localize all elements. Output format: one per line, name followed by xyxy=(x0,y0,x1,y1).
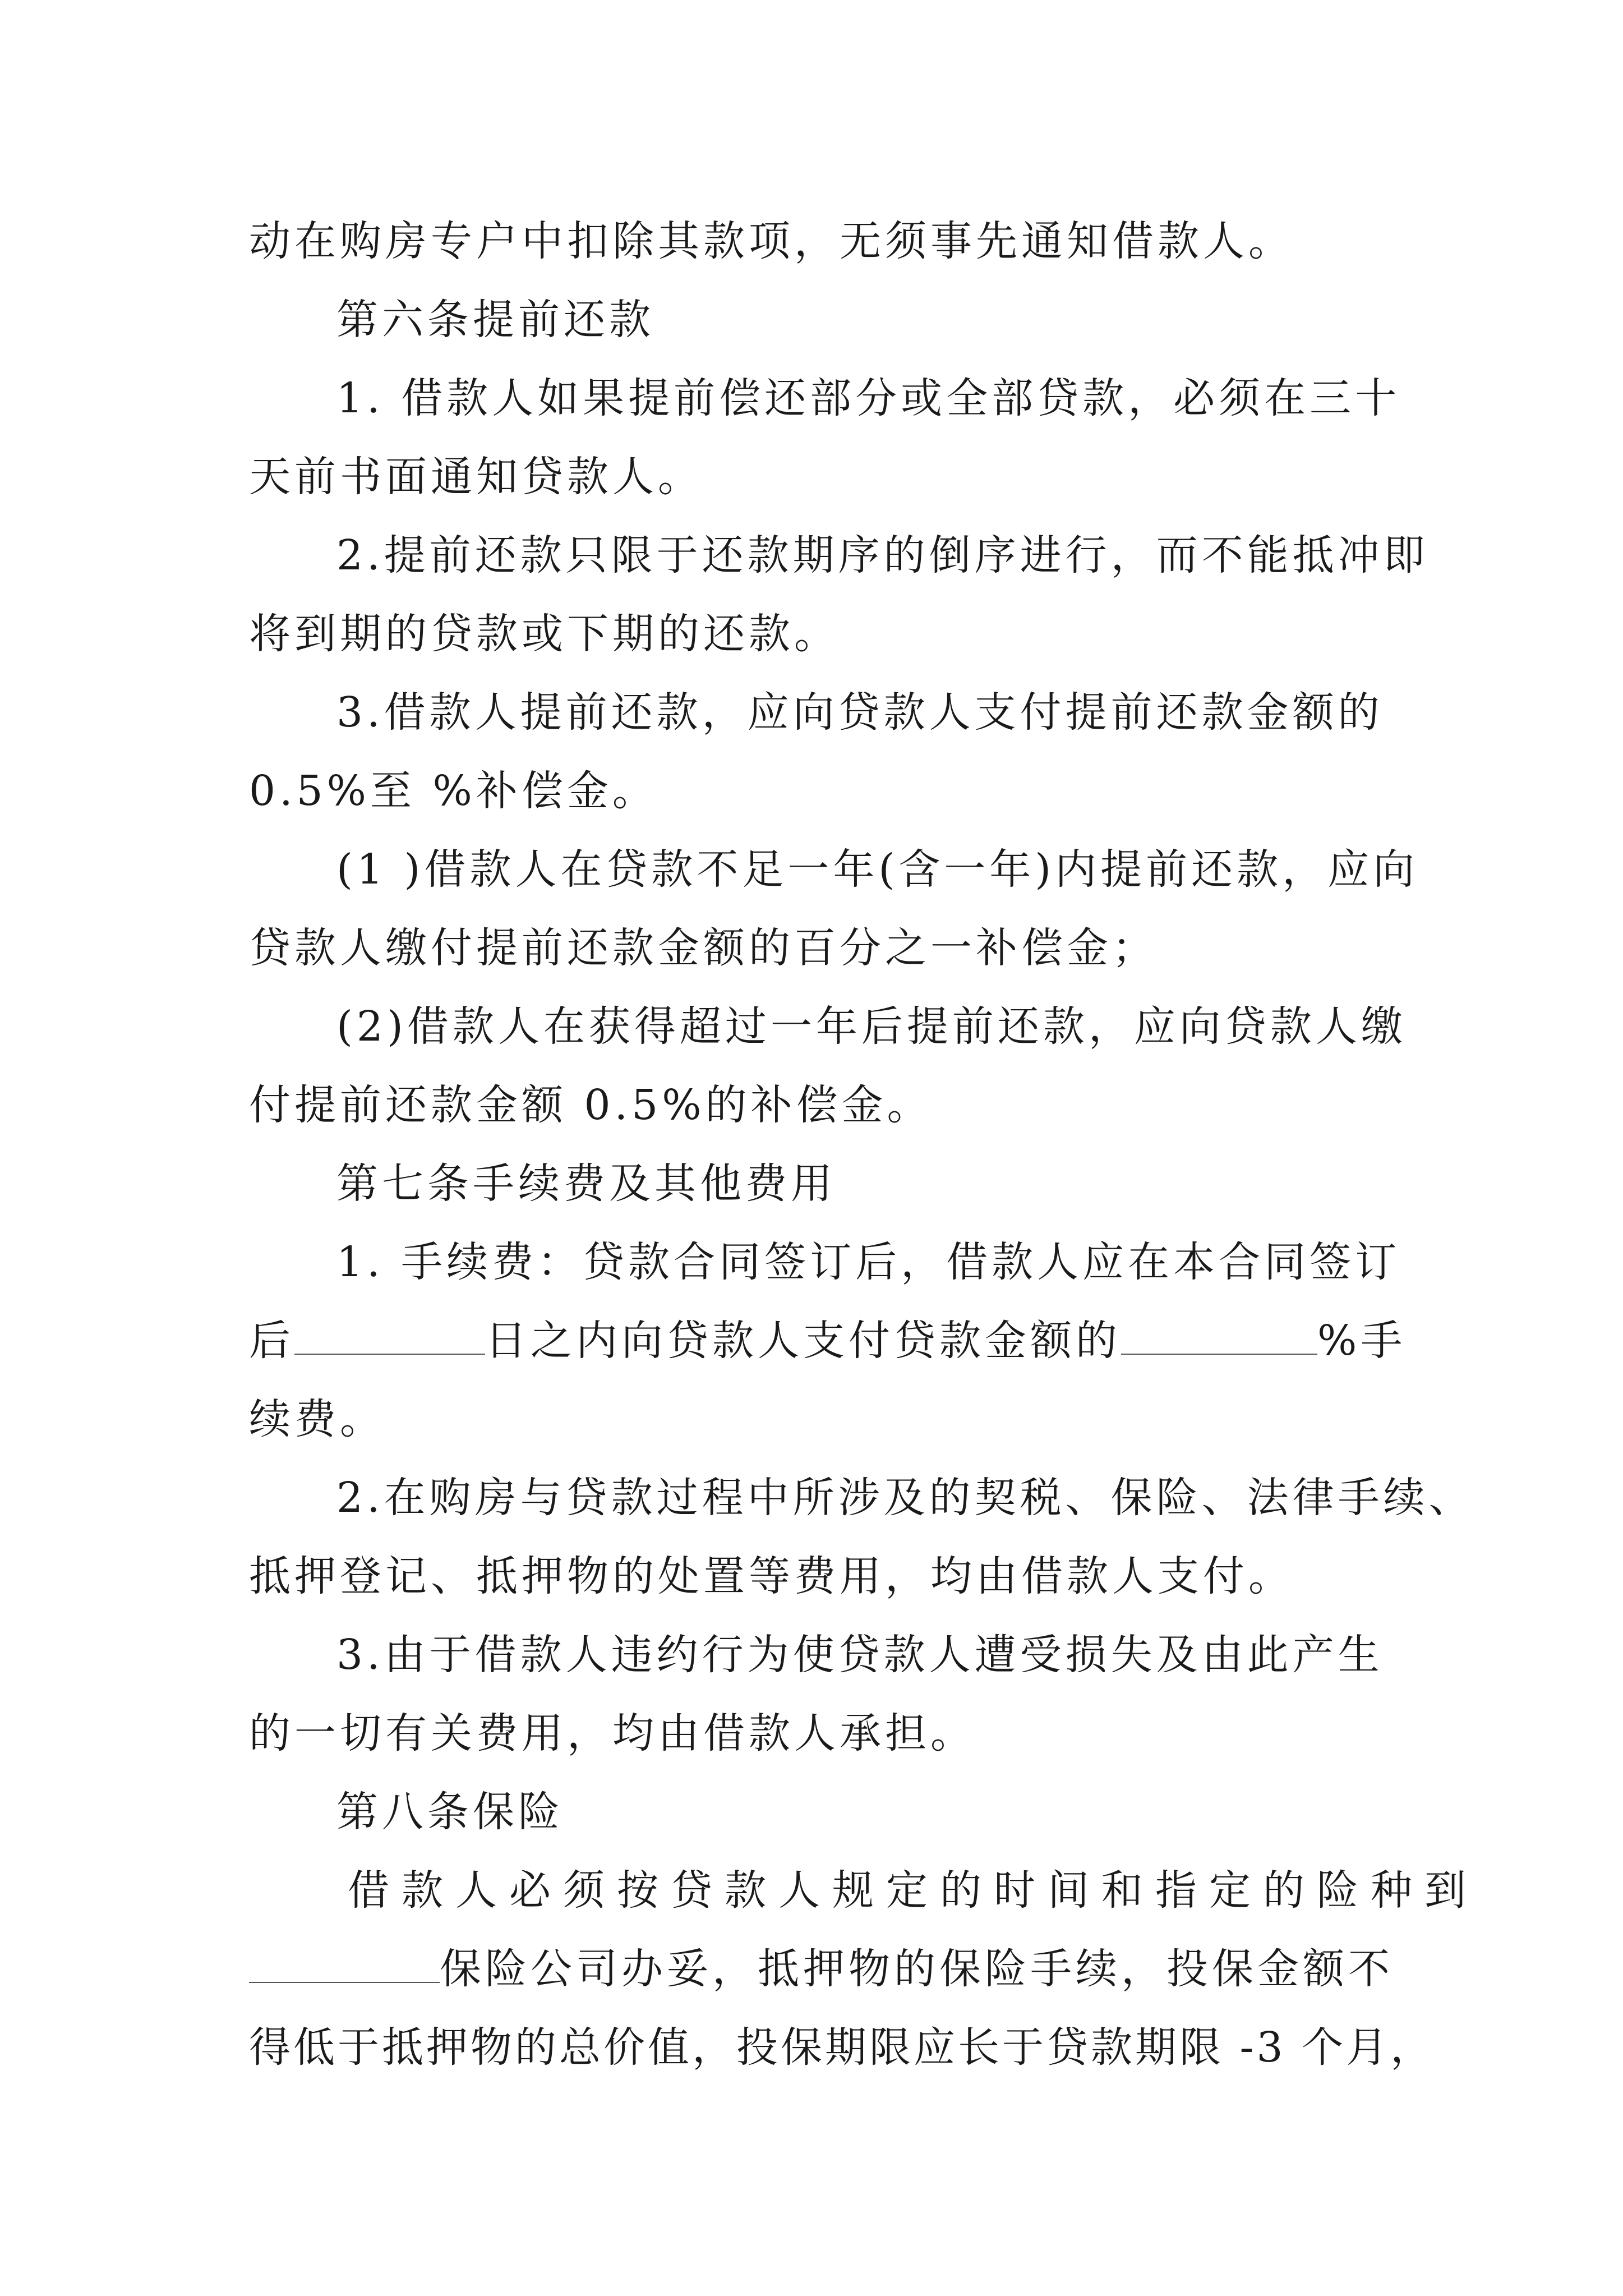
text-line: 抵押登记、抵押物的处置等费用，均由借款人支付。 xyxy=(249,1552,1294,1600)
text-line: 将到期的贷款或下期的还款。 xyxy=(249,610,840,658)
text-segment: %手 xyxy=(1317,1317,1407,1365)
text-line: 付提前还款金额 0.5%的补偿金。 xyxy=(249,1081,933,1129)
text-line: 的一切有关费用，均由借款人承担。 xyxy=(249,1709,976,1757)
text-line-with-blanks xyxy=(249,1313,1406,1369)
section-heading-8: 第八条保险 xyxy=(336,1788,564,1836)
text-line: 动在购房专户中扣除其款项，无须事先通知借款人。 xyxy=(249,217,1294,265)
text-line: 0.5%至 %补偿金。 xyxy=(249,767,658,815)
text-line: 贷款人缴付提前还款金额的百分之一补偿金； xyxy=(249,924,1158,972)
text-line: 借款人必须按贷款人规定的时间和指定的险种到 xyxy=(348,1866,1478,1915)
text-line: (1 )借款人在贷款不足一年(含一年)内提前还款，应向 xyxy=(336,845,1419,894)
fill-in-blank xyxy=(1121,1320,1317,1355)
section-heading-7: 第七条手续费及其他费用 xyxy=(336,1159,836,1208)
text-segment: 日之内向贷款人支付贷款金额的 xyxy=(485,1317,1121,1365)
text-segment: 后 xyxy=(249,1317,294,1365)
text-line: 2.在购房与贷款过程中所涉及的契税、保险、法律手续、 xyxy=(336,1474,1474,1522)
text-line: 1. 借款人如果提前偿还部分或全部贷款，必须在三十 xyxy=(336,374,1401,422)
text-line: 3.借款人提前还款，应向贷款人支付提前还款金额的 xyxy=(336,688,1384,737)
fill-in-blank xyxy=(249,1948,440,1983)
text-line: 得低于抵押物的总价值，投保期限应长于贷款期限 -3 个月， xyxy=(249,2023,1435,2072)
text-line-with-blank xyxy=(249,1941,1394,1997)
text-line: 天前书面通知贷款人。 xyxy=(249,453,703,501)
section-heading-6: 第六条提前还款 xyxy=(336,296,654,344)
text-line: 1. 手续费：贷款合同签订后，借款人应在本合同签订 xyxy=(336,1238,1401,1286)
text-line: 3.由于借款人违约行为使贷款人遭受损失及由此产生 xyxy=(336,1631,1384,1679)
fill-in-blank xyxy=(294,1320,485,1355)
text-line: 续费。 xyxy=(249,1395,385,1443)
text-line: 2.提前还款只限于还款期序的倒序进行，而不能抵冲即 xyxy=(336,531,1429,579)
text-segment: 保险公司办妥，抵押物的保险手续，投保金额不 xyxy=(440,1945,1394,1993)
text-line: (2)借款人在获得超过一年后提前还款，应向贷款人缴 xyxy=(336,1002,1407,1051)
